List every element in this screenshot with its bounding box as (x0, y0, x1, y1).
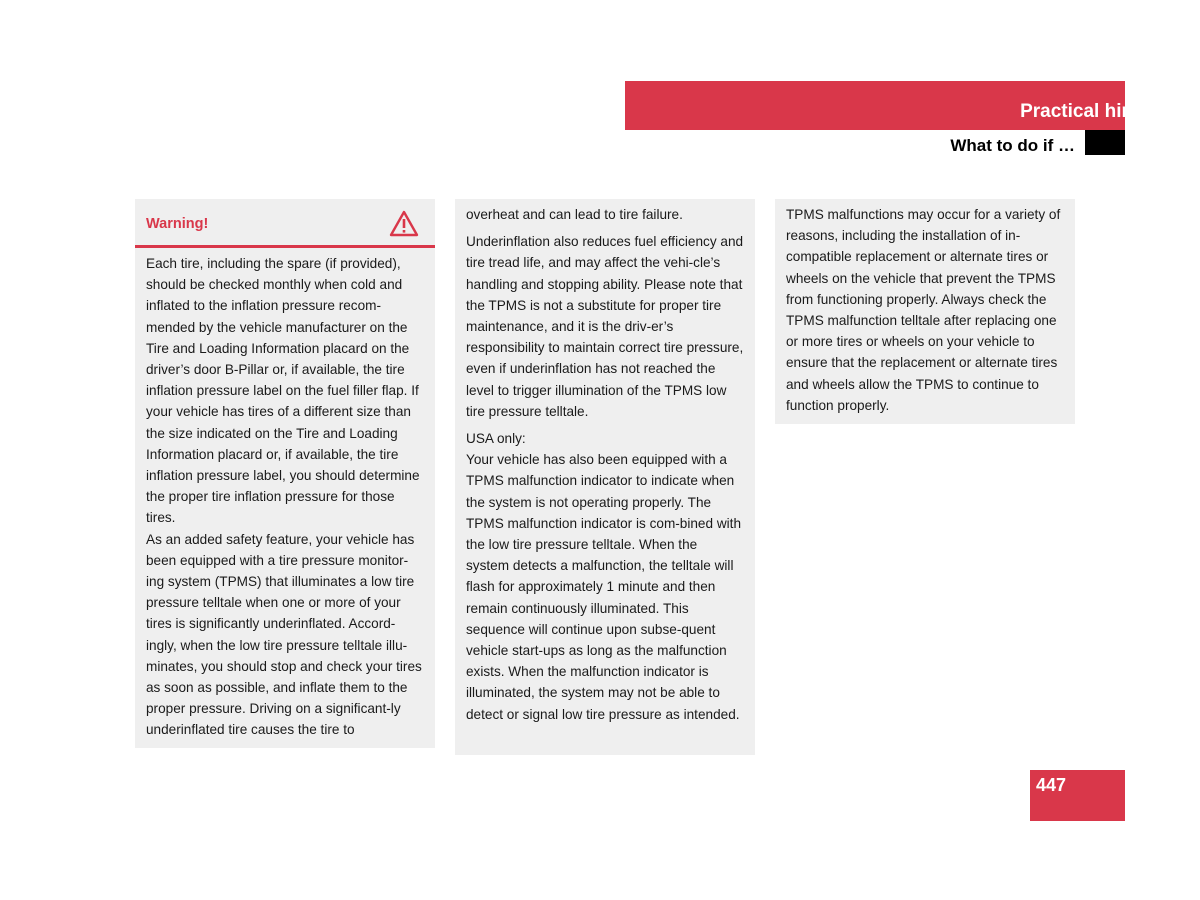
continuation-text: overheat and can lead to tire failure. (466, 207, 683, 222)
text-column-3 (775, 199, 1075, 424)
body-paragraph: Your vehicle has also been equipped with a TPMS malfunction indicator to indicate when the system is not operating properly. The TPMS malfunction indicator is com-bined with the low tire pressure telltale. When the system detects a malfunction, the telltale will flash for approximately 1 minute and then remain continuously illuminated. This sequence will continue upon subse-quent vehicle start-ups as long as the malfunction exists. When the malfunction indicator is illuminated, the system may not be able to detect or signal low tire pressure as intended. (466, 452, 742, 722)
warning-box (135, 199, 435, 748)
warning-paragraph: Each tire, including the spare (if provided), should be checked monthly when cold and inflated to the inflation pressure recom-mended by the vehicle manufacturer on the Tire and Loading Information placard on the driver’s door B-Pillar or, if available, the tire inflation pressure label on the fuel filler flap. If your vehicle has tires of a different size than the size indicated on the Tire and Loading Information placard or, if available, the tire inflation pressure label, you should determine the proper tire inflation pressure for those tires. (146, 256, 420, 526)
subsection-title: What to do if … (950, 136, 1075, 155)
warning-body (135, 248, 435, 741)
section-title: Practical hints (1020, 101, 1150, 122)
warning-label: Warning! (146, 216, 209, 232)
usa-only-label: USA only: (466, 431, 526, 447)
warning-triangle-icon (389, 210, 419, 237)
subheader-marker (1085, 130, 1125, 155)
page-number: 447 (1036, 775, 1067, 795)
warning-header (135, 199, 435, 248)
body-paragraph: Underinflation also reduces fuel efficiency and tire tread life, and may affect the vehi-cle’s handling and stopping ability. Please note that the TPMS is not a substitute for proper tire maintenance, and it is the driv-er’s responsibility to maintain correct tire pressure, even if underinflation has not reached the level to trigger illumination of the TPMS low tire pressure telltale. (466, 234, 744, 419)
body-paragraph: TPMS malfunctions may occur for a variety of reasons, including the installation of in-compatible replacement or alternate tires or wheels on the vehicle that prevent the TPMS from functioning properly. Always check the TPMS malfunction telltale after replacing one or more tires or wheels on your vehicle to ensure that the replacement or alternate tires and wheels allow the TPMS to continue to function properly. (786, 207, 1061, 413)
text-column-2 (455, 199, 755, 755)
warning-paragraph: As an added safety feature, your vehicle has been equipped with a tire pressure monitor-ing system (TPMS) that illuminates a low tire pressure telltale when one or more of your tires is significantly underinflated. Accord-ingly, when the low tire pressure telltale illu-minates, you should stop and check your tires as soon as possible, and inflate them to the proper pressure. Driving on a significant-ly underinflated tire causes the tire to (146, 531, 422, 738)
